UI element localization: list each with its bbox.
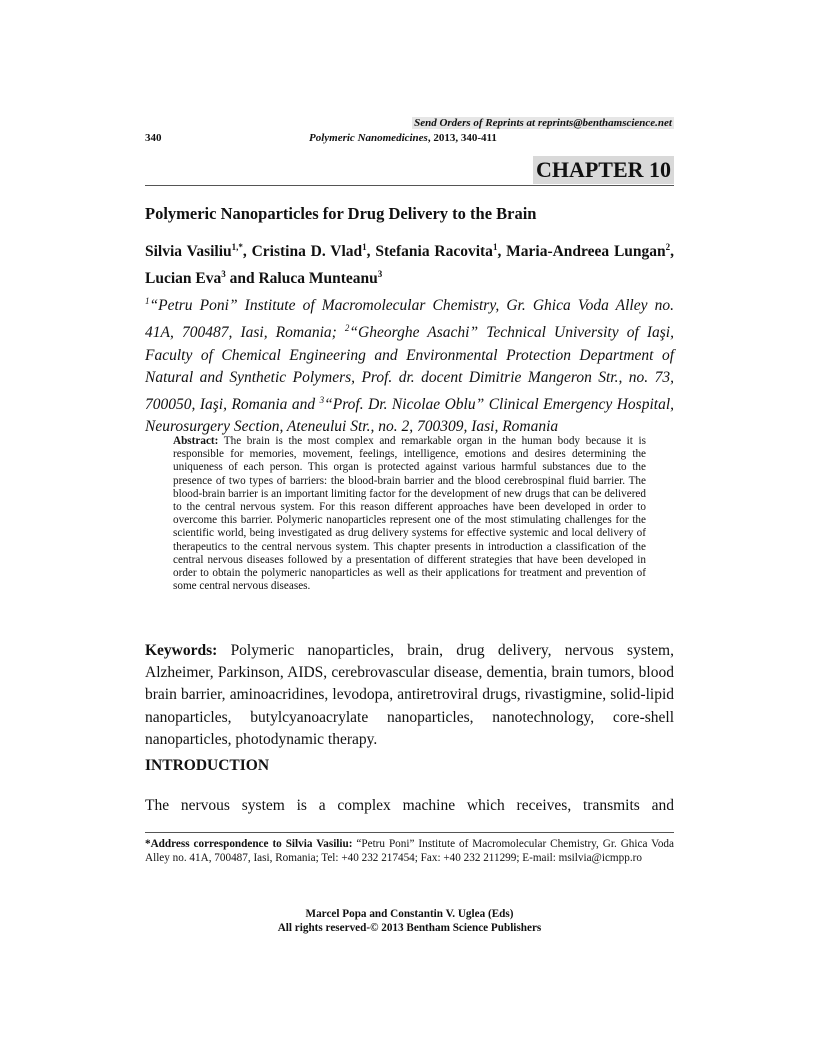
author-affiliation-mark: 1,* [231,242,243,252]
affiliation-mark: 2 [344,323,350,334]
author-name: Lucian Eva [145,270,222,288]
abstract-text: The brain is the most complex and remarkable organ in the human body because it is responsible for memories, movement, feelings, intelligence, emotions and desires determining the uniqueness of each person. This organ is protected against various harmful substances due to the presence of two types of barriers: the blood-brain barrier and the blood cerebrospinal fluid barrier. The blood-brain barrier is an important limiting factor for the development of new drugs that can be delivered to the central nervous system. For this reason different approaches have been developed in order to overcome this barrier. Polymeric nanoparticles represent one of the most stimulating challenges for the scientific world, being investigated as drug delivery systems for effective systemic and local delivery of therapeutics to the central nervous system. This chapter presents in introduction a classification of the central nervous diseases followed by a presentation of different strategies that have been developed in order to obtain the polymeric nanoparticles as well as their applications for treatment and prevention of some central nervous diseases. [173,435,646,593]
author-list [145,236,674,290]
author-affiliation-mark: 3 [377,269,383,280]
author-name: Cristina D. Vlad [251,243,363,261]
author-separator: , [670,243,675,261]
keywords [145,640,674,751]
author-name: Raluca Munteanu [258,270,378,288]
affiliation-mark: 3 [319,395,325,406]
author-name: Stefania Racovita [375,243,493,261]
affiliations [145,290,674,439]
reprints-notice: Send Orders of Reprints at reprints@benthamscience.net [414,117,672,129]
keywords-text: Polymeric nanoparticles, brain, drug delivery, nervous system, Alzheimer, Parkinson, AIDS, cerebrovascular disease, dementia, brain tumors, blood brain barrier, aminoacridines, levodopa, antiretroviral drugs, rivastigmine, solid-lipid nanoparticles, butylcyanoacrylate nanoparticles, nanotechnology, core-shell nanoparticles, photodynamic therapy. [145,642,674,748]
affiliation-text: “Gheorghe Asachi” Technical University of Iaşi, Faculty of Chemical Engineering and Environmental Protection Department of Natural and Synthetic Polymers, Prof. dr. docent Dimitrie Mangeron Str., no. 73, 700050, Iaşi, Romania and [145,324,674,414]
footnote-label: *Address correspondence to Silvia Vasiliu: [145,838,353,850]
article-title: Polymeric Nanoparticles for Drug Delivery to the Brain [145,204,537,223]
correspondence-footnote [145,838,674,865]
author-separator: , [366,243,376,261]
author-separator: , [242,243,252,261]
header-divider [145,185,674,186]
author-affiliation-mark: 2 [665,242,671,252]
page-number: 340 [145,132,162,144]
affiliation-mark: 1 [145,296,150,306]
affiliation-text: “Prof. Dr. Nicolae Oblu” Clinical Emergency Hospital, Neurosurgery Section, Ateneului Str., no. 2, 700309, Iasi, Romania [145,396,675,436]
author-affiliation-mark: 1 [492,242,498,252]
copyright-line: All rights reserved-© 2013 Bentham Science Publishers [277,921,542,934]
author-separator: and [225,270,259,288]
author-affiliation-mark: 3 [221,269,226,280]
editors-line: Marcel Popa and Constantin V. Uglea (Eds) [305,908,514,920]
publication-footer [145,908,674,935]
journal-year-pages: , 2013, 340-411 [427,132,497,144]
author-name: Maria-Andreea Lungan [506,243,666,261]
section-heading-introduction: INTRODUCTION [145,757,270,774]
journal-title: Polymeric Nanomedicines [309,132,428,144]
chapter-label: CHAPTER 10 [533,156,674,184]
journal-citation [309,132,497,144]
author-name: Silvia Vasiliu [145,243,232,261]
keywords-label: Keywords: [145,642,218,659]
introduction-paragraph: The nervous system is a complex machine which receives, transmits and [145,797,674,814]
affiliation-text: “Petru Poni” Institute of Macromolecular Chemistry, Gr. Ghica Voda Alley no. 41A, 700487, Iasi, Romania; [145,297,674,342]
footnote-text: “Petru Poni” Institute of Macromolecular Chemistry, Gr. Ghica Voda Alley no. 41A, 700487, Iasi, Romania; Tel: +40 232 217454; Fax: +40 232 211299; E-mail: msilvia@icmpp.ro [145,838,674,864]
author-separator: , [497,243,507,261]
abstract [173,435,646,593]
abstract-label: Abstract: [173,435,219,447]
footnote-divider [145,832,674,833]
author-affiliation-mark: 1 [362,242,367,252]
